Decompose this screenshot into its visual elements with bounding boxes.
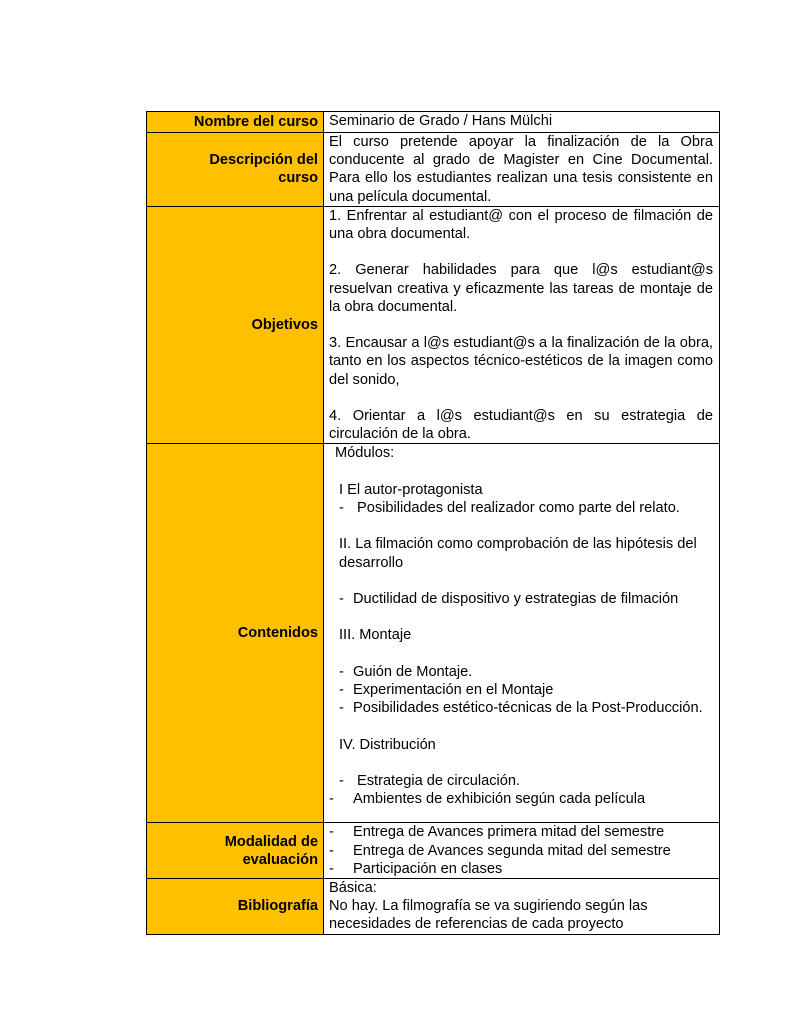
- dash-bullet: -: [329, 791, 334, 808]
- dash-bullet: -: [329, 842, 334, 859]
- module-4-item: [329, 772, 713, 790]
- evaluation-item-text: Participación en clases: [353, 860, 503, 877]
- module-1-title: I El autor-protagonista: [339, 481, 483, 498]
- module-2-title: II. La filmación como comprobación de las hipótesis del desarrollo: [339, 536, 697, 571]
- objective-item: 2. Generar habilidades para que l@s estudiant@s resuelvan creativa y eficazmente las tareas de montaje de la obra documental.: [329, 262, 713, 315]
- objective-item: 4. Orientar a l@s estudiant@s en su estrategia de circulación de la obra.: [329, 408, 713, 443]
- module-4-item-text: Estrategia de circulación.: [357, 772, 521, 789]
- spacer: [329, 645, 713, 663]
- row-contents: [147, 444, 720, 823]
- label-contents-text: Contenidos: [237, 625, 318, 642]
- label-course-name: [147, 112, 324, 133]
- label-evaluation: [147, 823, 324, 879]
- label-description-line2: curso: [278, 170, 318, 187]
- row-evaluation: [147, 823, 720, 879]
- spacer: [329, 717, 713, 735]
- value-description: [324, 133, 720, 207]
- row-course-name: [147, 112, 720, 133]
- evaluation-item: [329, 860, 713, 878]
- course-info-table: [146, 111, 720, 935]
- dash-bullet: -: [329, 860, 334, 877]
- value-bibliography: [324, 879, 720, 935]
- module-2-item-text: Ductilidad de dispositivo y estrategias de filmación: [353, 590, 679, 607]
- dash-bullet: -: [339, 500, 344, 516]
- module-3-item: [329, 663, 713, 681]
- row-bibliography: [147, 879, 720, 935]
- bibliography-line1: Básica:: [329, 880, 377, 897]
- label-objectives-text: Objetivos: [251, 317, 318, 333]
- value-course-name: [324, 112, 720, 133]
- module-4-item-text: Ambientes de exhibición según cada película: [353, 791, 646, 808]
- dash-bullet: -: [339, 590, 344, 607]
- label-objectives: [147, 206, 324, 444]
- module-1-item-text: Posibilidades del realizador como parte del relato.: [357, 500, 680, 516]
- module-3-title: III. Montaje: [339, 627, 412, 644]
- module-4-item: [329, 790, 713, 808]
- dash-bullet: -: [339, 772, 344, 789]
- label-description-line1: Descripción del: [209, 152, 318, 169]
- course-name-text: Seminario de Grado / Hans Mülchi: [329, 113, 553, 129]
- module-3-item: [329, 699, 713, 717]
- contents-heading: Módulos:: [335, 445, 395, 462]
- dash-bullet: -: [339, 663, 344, 680]
- row-description: [147, 133, 720, 207]
- module-4-title: IV. Distribución: [339, 736, 436, 753]
- module-3-item-text: Experimentación en el Montaje: [353, 681, 554, 698]
- evaluation-item: [329, 823, 713, 841]
- description-text: El curso pretende apoyar la finalización de la Obra conducente al grado de Magister en Cine Documental. Para ello los estudiantes realizan una tesis consistente en una película documental.: [329, 134, 713, 205]
- label-course-name-text: Nombre del curso: [193, 113, 318, 130]
- label-evaluation-line2: evaluación: [242, 851, 318, 868]
- objective-item: 3. Encausar a l@s estudiant@s a la finalización de la obra, tanto en los aspectos técnico-estéticos de la imagen como del sonido,: [329, 335, 713, 388]
- spacer: [329, 754, 713, 772]
- label-bibliography: [147, 879, 324, 935]
- dash-bullet: -: [339, 700, 344, 717]
- evaluation-item-text: Entrega de Avances primera mitad del semestre: [353, 824, 665, 841]
- value-contents: [324, 444, 720, 823]
- bibliography-line2: No hay. La filmografía se va sugiriendo según las necesidades de referencias de cada proyecto: [329, 898, 648, 933]
- label-bibliography-text: Bibliografía: [237, 898, 318, 915]
- module-2-item: [329, 590, 713, 608]
- objective-item: 1. Enfrentar al estudiant@ con el proceso de filmación de una obra documental.: [329, 207, 713, 243]
- label-evaluation-line1: Modalidad de: [224, 833, 318, 850]
- spacer: [329, 572, 713, 590]
- dash-bullet: -: [329, 824, 334, 841]
- dash-bullet: -: [339, 681, 344, 698]
- value-evaluation: [324, 823, 720, 879]
- module-3-item-text: Posibilidades estético-técnicas de la Post-Producción.: [353, 700, 703, 717]
- spacer: [329, 517, 713, 535]
- label-description: [147, 133, 324, 207]
- evaluation-item-text: Entrega de Avances segunda mitad del semestre: [353, 842, 671, 859]
- label-contents: [147, 444, 324, 823]
- module-3-item: [329, 681, 713, 699]
- evaluation-item: [329, 842, 713, 860]
- value-objectives: [324, 206, 720, 444]
- module-1-item: [329, 499, 713, 517]
- spacer: [329, 608, 713, 626]
- module-3-item-text: Guión de Montaje.: [353, 663, 473, 680]
- spacer: [329, 463, 713, 481]
- row-objectives: [147, 206, 720, 444]
